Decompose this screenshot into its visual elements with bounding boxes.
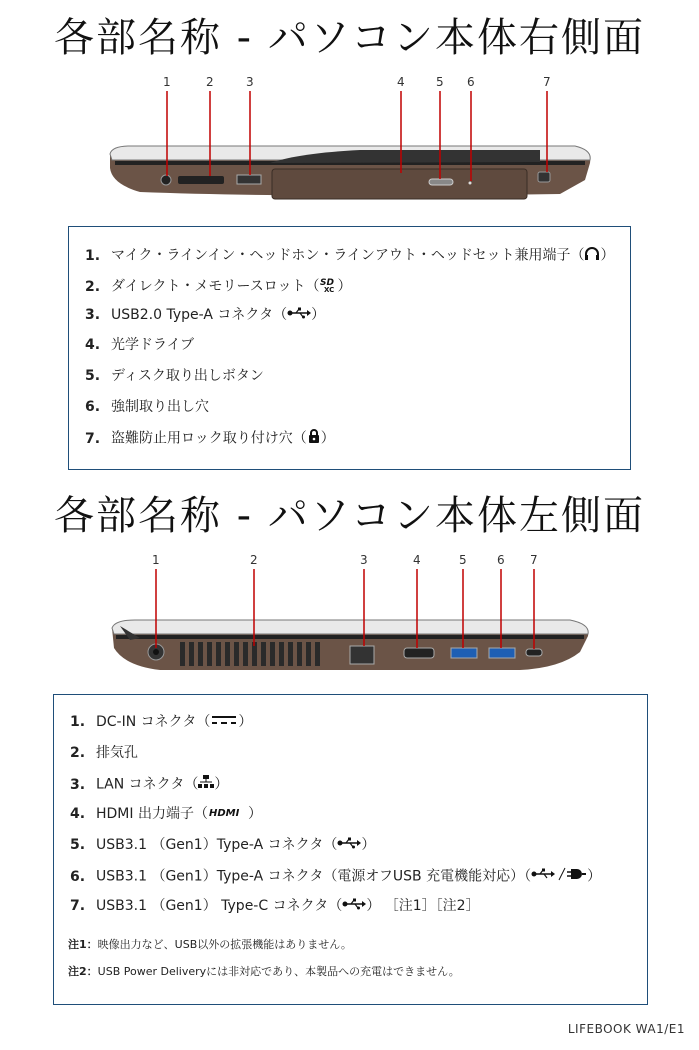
lock-icon: [307, 428, 321, 449]
callout-number: 3: [246, 75, 254, 89]
callout-number: 7: [530, 553, 538, 567]
svg-text:HDMI: HDMI: [208, 808, 240, 818]
usb-power-icon: [531, 867, 587, 886]
laptop-left-side-illustration: [0, 548, 699, 688]
callout-number: 6: [467, 75, 475, 89]
list-item: 5. ディスク取り出しボタン: [85, 368, 264, 384]
usb-icon: [342, 897, 366, 915]
list-item: 4. 光学ドライブ: [85, 337, 195, 353]
usb-icon: [287, 306, 311, 324]
headphone-icon: [584, 246, 600, 265]
lan-icon: [198, 775, 214, 794]
footnote: 注1：映像出力など、USB以外の拡張機能はありません。: [68, 938, 352, 951]
footnote: 注2：USB Power Deliveryには非対応であり、本製品への充電はできません。: [68, 965, 460, 978]
callout-number: 5: [436, 75, 444, 89]
callout-number: 5: [459, 553, 467, 567]
callout-number: 4: [413, 553, 421, 567]
callout-number: 2: [206, 75, 214, 89]
list-item: 5. USB3.1 （Gen1）Type-A コネクタ（ ）: [70, 837, 376, 853]
callout-number: 7: [543, 75, 551, 89]
list-item: 2. ダイレクト・メモリースロット（ SD XC ）: [85, 276, 351, 297]
usb-icon: [337, 836, 361, 854]
list-item: 1. マイク・ラインイン・ヘッドホン・ラインアウト・ヘッドセット兼用端子（ ）: [85, 247, 615, 264]
page-title-right: 各部名称 - パソコン本体右側面: [53, 15, 646, 61]
list-item: 7. USB3.1 （Gen1） Type-C コネクタ（ ） ［注1］［注2］: [70, 898, 480, 914]
hdmi-icon: [208, 805, 248, 823]
model-name: LIFEBOOK WA1/E1: [567, 1022, 685, 1036]
laptop-right-side-illustration: [0, 68, 699, 208]
legend-box-left: [53, 694, 648, 1005]
legend-box-right: [68, 226, 631, 470]
list-item: 1. DC-IN コネクタ（ ）: [70, 714, 253, 730]
list-item: 4. HDMI 出力端子（ HDMI ）: [70, 806, 262, 822]
list-item: 7. 盗難防止用ロック取り付け穴（ ）: [85, 428, 335, 449]
callout-number: 1: [152, 553, 160, 567]
svg-text:SD: SD: [320, 278, 335, 288]
callout-number: 4: [397, 75, 405, 89]
sdxc-icon: [319, 276, 337, 297]
svg-text:XC: XC: [324, 286, 335, 292]
callout-number: 6: [497, 553, 505, 567]
list-item: 2. 排気孔: [70, 745, 138, 761]
dc-in-icon: [210, 713, 238, 731]
page-title-left: 各部名称 - パソコン本体左側面: [53, 493, 646, 539]
list-item: 6. USB3.1 （Gen1）Type-A コネクタ（電源オフUSB 充電機能対応）（ ）: [70, 868, 602, 885]
list-item: 3. USB2.0 Type-A コネクタ（ ）: [85, 307, 326, 323]
list-item: 6. 強制取り出し穴: [85, 399, 209, 415]
list-item: 3. LAN コネクタ（ ）: [70, 776, 229, 793]
callout-number: 3: [360, 553, 368, 567]
callout-number: 1: [163, 75, 171, 89]
callout-number: 2: [250, 553, 258, 567]
